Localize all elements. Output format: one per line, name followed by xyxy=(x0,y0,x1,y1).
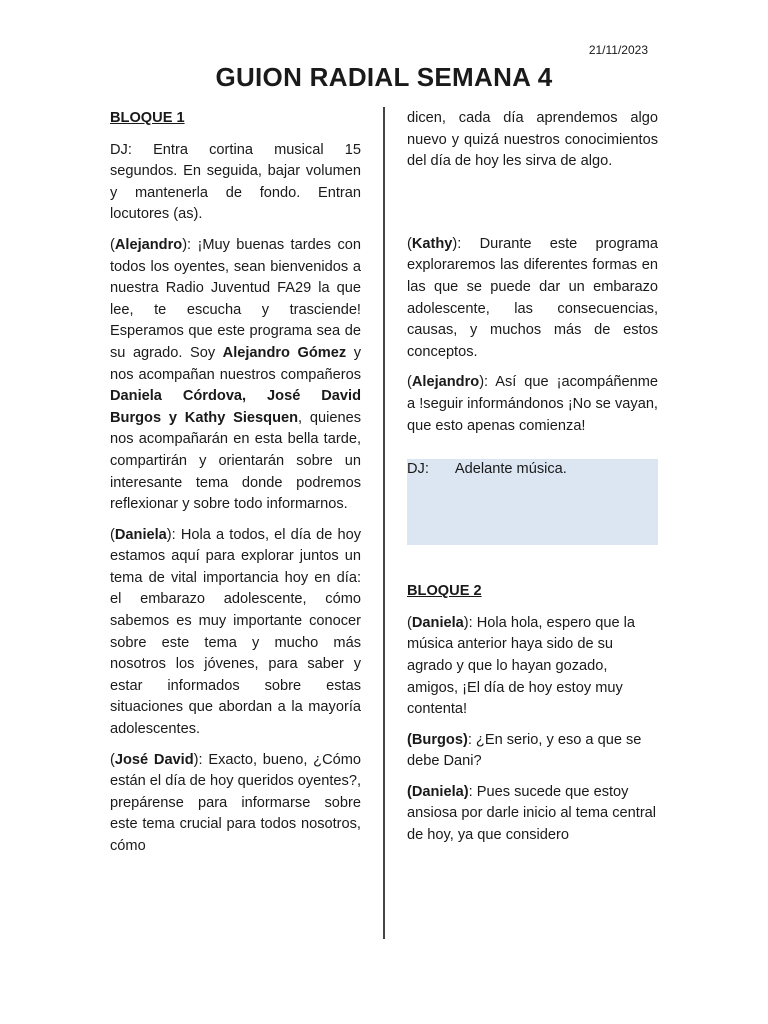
paragraph-text: ): Exacto, bueno, ¿Cómo están el día de hoy queridos oyentes?, prepárense para informarse sobre este tema crucial para todos nosotros, cómo xyxy=(110,751,362,854)
burgos-paragraph xyxy=(407,730,658,773)
dj-instruction: Adelante música. xyxy=(454,461,567,478)
dj-label: DJ: xyxy=(407,461,429,478)
alejandro-paragraph xyxy=(407,372,658,437)
speaker-jose-david: José David xyxy=(114,751,194,768)
speaker-daniela: Daniela xyxy=(114,526,167,543)
document-title: GUION RADIAL SEMANA 4 xyxy=(215,62,553,92)
speaker-alejandro: Alejandro xyxy=(411,374,480,391)
speaker-daniela: (Daniela) xyxy=(407,783,469,800)
paren-open: ( xyxy=(407,614,412,631)
speaker-kathy: Kathy xyxy=(411,235,453,252)
cohost-names: Daniela Córdova, José David Burgos y Kathy Siesquen xyxy=(110,388,361,426)
paragraph-text: , quienes nos acompañarán en esta bella tarde, compartirán y orientarán sobre un interesante tema donde podremos reflexionar y sobre todo informarnos. xyxy=(110,409,361,513)
dj-intro-paragraph: DJ: Entra cortina musical 15 segundos. En seguida, bajar volumen y mantenerla de fondo. Entran locutores (as). xyxy=(110,141,361,223)
paragraph-text: y nos acompañan nuestros compañeros xyxy=(110,344,361,383)
right-column xyxy=(407,108,658,856)
paren-open: ( xyxy=(110,751,115,768)
speaker-alejandro: Alejandro xyxy=(114,236,183,253)
paren-open: ( xyxy=(407,235,412,252)
block-2-title: BLOQUE 2 xyxy=(407,583,482,600)
alejandro-intro-paragraph xyxy=(110,235,361,516)
speaker-burgos: (Burgos) xyxy=(407,731,468,748)
paren-open: ( xyxy=(110,236,115,253)
paren-open: ( xyxy=(407,374,412,391)
block-1-title: BLOQUE 1 xyxy=(110,110,185,126)
paragraph-text: ): Hola hola, espero que la música anterior haya sido de su agrado y que lo hayan gozado, amigos, ¡El día de hoy estoy muy contenta! xyxy=(407,614,635,718)
daniela-paragraph xyxy=(110,525,361,741)
continuation-paragraph: dicen, cada día aprendemos algo nuevo y quizá nuestros conocimientos del día de hoy les sirva de algo. xyxy=(407,110,658,170)
speaker-daniela: Daniela xyxy=(411,614,464,631)
paragraph-text: : Pues sucede que estoy ansiosa por darle inicio al tema central de hoy, ya que considero xyxy=(407,783,657,844)
daniela-reply-paragraph xyxy=(407,782,658,847)
dj-music-line xyxy=(407,459,658,481)
spacer xyxy=(407,182,658,234)
daniela-block2-paragraph xyxy=(407,613,658,721)
kathy-paragraph xyxy=(407,234,658,364)
column-divider xyxy=(383,107,385,939)
document-date: 21/11/2023 xyxy=(588,43,648,57)
paragraph-text: : ¿En serio, y eso a que se debe Dani? xyxy=(407,731,642,770)
paren-open: ( xyxy=(110,526,115,543)
paragraph-text: ): Así que ¡acompáñenme a !seguir informándonos ¡No se vayan, que esto apenas comienza! xyxy=(407,374,658,434)
host-name: Alejandro Gómez xyxy=(222,344,347,361)
jose-david-paragraph xyxy=(110,750,361,858)
dj-music-box xyxy=(407,459,658,545)
paragraph-text: ): Hola a todos, el día de hoy estamos aquí para explorar juntos un tema de vital importancia hoy en día: el embarazo adolescente, cómo sabemos es muy importante conocer sobre este tema y mucho más nosotros los jóvenes, para saber y estar informados sobre estas situaciones que abordan a la mayoría adolescentes. xyxy=(110,526,361,738)
paragraph-text: ): ¡Muy buenas tardes con todos los oyentes, sean bienvenidos a nuestra Radio Juventud FA29 la que lee, te escucha y trasciende! Esperamos que este programa sea de su agrado. Soy xyxy=(110,236,361,361)
left-column xyxy=(110,108,361,867)
paragraph-text: ): Durante este programa exploraremos las diferentes formas en las que se puede dar un embarazo adolescente, las consecuencias, causas, y muchos más de estos conceptos. xyxy=(407,235,658,360)
